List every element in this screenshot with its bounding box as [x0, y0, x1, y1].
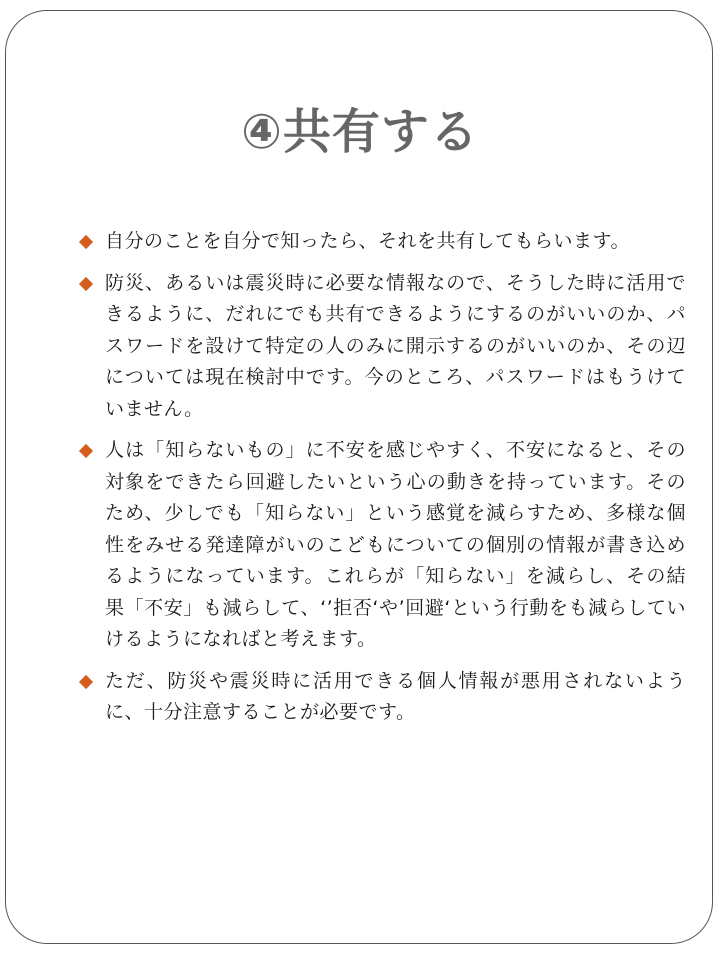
bullet-text: ただ、防災や震災時に活用できる個人情報が悪用されないように、十分注意することが必要です。 [105, 669, 686, 723]
list-item [78, 666, 686, 729]
diamond-bullet-icon [79, 445, 91, 457]
slide-title: ④共有する [241, 104, 479, 160]
diamond-bullet-icon [79, 278, 91, 290]
list-item [78, 268, 686, 426]
diamond-bullet-icon [79, 236, 91, 248]
bullet-list [78, 226, 686, 739]
diamond-bullet-icon [79, 676, 91, 688]
bullet-text: 防災、あるいは震災時に必要な情報なので、そうした時に活用できるように、だれにでも共有できるようにするのがいいのか、パスワードを設けて特定の人のみに開示するのがいいのか、その辺については現在検討中です。今のところ、パスワードはもうけていません。 [105, 271, 686, 420]
bullet-text: 人は「知らないもの」に不安を感じやすく、不安になると、その対象をできたら回避したいという心の動きを持っています。そのため、少しでも「知らない」という感覚を減らすため、多様な個性をみせる発達障がいのこどもについての個別の情報が書き込めるようになっています。これらが「知らない」を減らし、その結果「不安」も減らして、‘’拒否‘や’回避‘という行動をも減らしていけるようになればと考えます。 [105, 439, 686, 650]
list-item [78, 226, 686, 258]
list-item [78, 435, 686, 656]
bullet-text: 自分のことを自分で知ったら、それを共有してもらいます。 [105, 230, 630, 252]
